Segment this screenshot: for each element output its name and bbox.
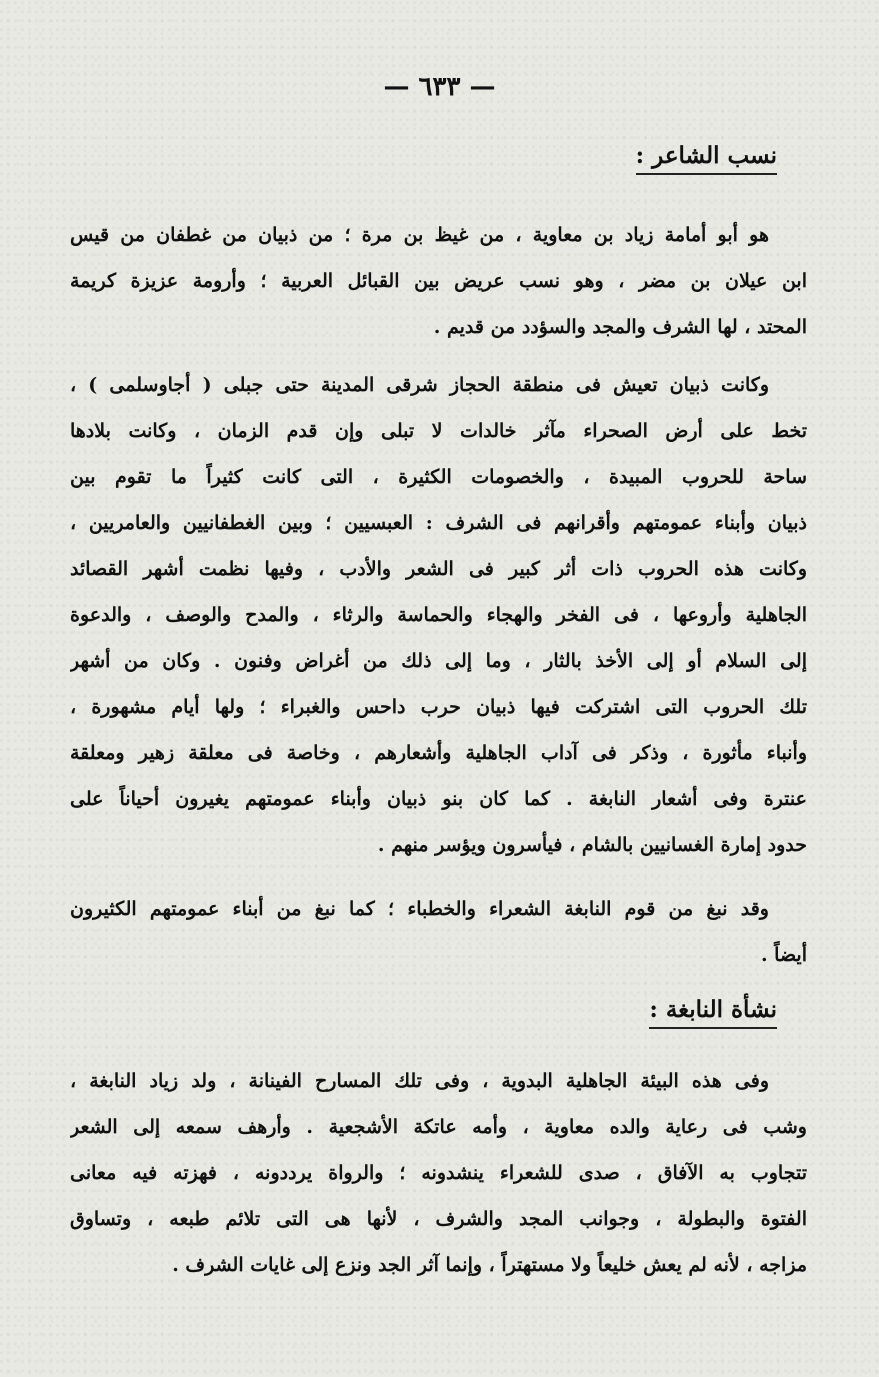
text-line: وفى هذه البيئة الجاهلية البدوية ، وفى تلك المسارح الفينانة ، ولد زياد النابغة ،: [70, 1070, 769, 1092]
text-line: هو أبو أمامة زياد بن معاوية ، من غيظ بن مرة ؛ من ذبيان من غطفان من قيس: [70, 224, 770, 246]
heading-poet-lineage-text: نسب الشاعر :: [636, 142, 777, 175]
text-line: وكانت ذبيان تعيش فى منطقة الحجاز شرقى المدينة حتى جبلى ( أجاوسلمى ) ،: [70, 374, 769, 396]
text-line: تلك الحروب التى اشتركت فيها ذبيان حرب داحس والغبراء ؛ ولها أيام مشهورة ،: [70, 696, 807, 718]
text-line: أيضاً .: [760, 944, 807, 966]
paragraph-dhubyan-wars: [70, 362, 807, 868]
text-line: وأنباء مأثورة ، وذكر فى آداب الجاهلية وأشعارهم ، وخاصة فى معلقة زهير ومعلقة: [70, 742, 807, 764]
text-line: المحتد ، لها الشرف والمجد والسؤدد من قديم .: [433, 316, 807, 338]
text-line: وكانت هذه الحروب ذات أثر كبير فى الشعر والأدب ، وفيها نظمت أشهر القصائد: [70, 558, 807, 580]
text-line: مزاجه ، لأنه لم يعش خليعاً ولا مستهتراً ، وإنما آثر الجد ونزع إلى غايات الشرف .: [172, 1254, 807, 1276]
paragraph-lineage: [70, 212, 807, 350]
text-line: وشب فى رعاية والده معاوية ، وأمه عاتكة الأشجعية . وأرهف سمعه إلى الشعر: [70, 1116, 807, 1138]
text-line: الفتوة والبطولة ، وجوانب المجد والشرف ، لأنها هى التى تلائم طبعه ، وتساوق: [70, 1208, 807, 1230]
heading-poet-lineage: [636, 142, 777, 169]
text-line: حدود إمارة الغسانيين بالشام ، فيأسرون ويؤسر منهم .: [377, 834, 807, 856]
paragraph-upbringing: [70, 1058, 807, 1288]
paragraph-poets-of-tribe: [70, 886, 807, 978]
text-line: ابن عيلان بن مضر ، وهو نسب عريض بين القبائل العربية ؛ وأرومة عزيزة كريمة: [70, 270, 807, 292]
text-line: ذبيان وأبناء عمومتهم وأقرانهم فى الشرف : العبسيين ؛ وبين الغطفانيين والعامريين ،: [70, 512, 807, 534]
text-line: تخط على أرض الصحراء مآثر خالدات لا تبلى وإن قدم الزمان ، وكانت بلادها: [70, 420, 807, 442]
heading-nabigha-upbringing: [649, 996, 777, 1023]
text-line: ساحة للحروب المبيدة ، والخصومات الكثيرة ، التى كانت كثيراً ما تقوم بين: [70, 466, 807, 488]
text-line: عنترة وفى أشعار النابغة . كما كان بنو ذبيان وأبناء عمومتهم يغيرون أحياناً على: [70, 788, 807, 810]
text-line: الجاهلية وأروعها ، فى الفخر والهجاء والحماسة والرثاء ، والمدح والوصف ، والدعوة: [70, 604, 807, 626]
text-line: إلى السلام أو إلى الأخذ بالثار ، وما إلى ذلك من أغراض وفنون . وكان من أشهر: [70, 650, 807, 672]
heading-nabigha-upbringing-text: نشأة النابغة :: [649, 996, 777, 1029]
text-line: تتجاوب به الآفاق ، صدى للشعراء ينشدونه ؛ والرواة يرددونه ، فهزته فيه معانى: [70, 1162, 807, 1184]
page-number: — ٦٣٣ —: [383, 72, 496, 102]
text-line: وقد نبغ من قوم النابغة الشعراء والخطباء ؛ كما نبغ من أبناء عمومتهم الكثيرون: [70, 898, 769, 920]
